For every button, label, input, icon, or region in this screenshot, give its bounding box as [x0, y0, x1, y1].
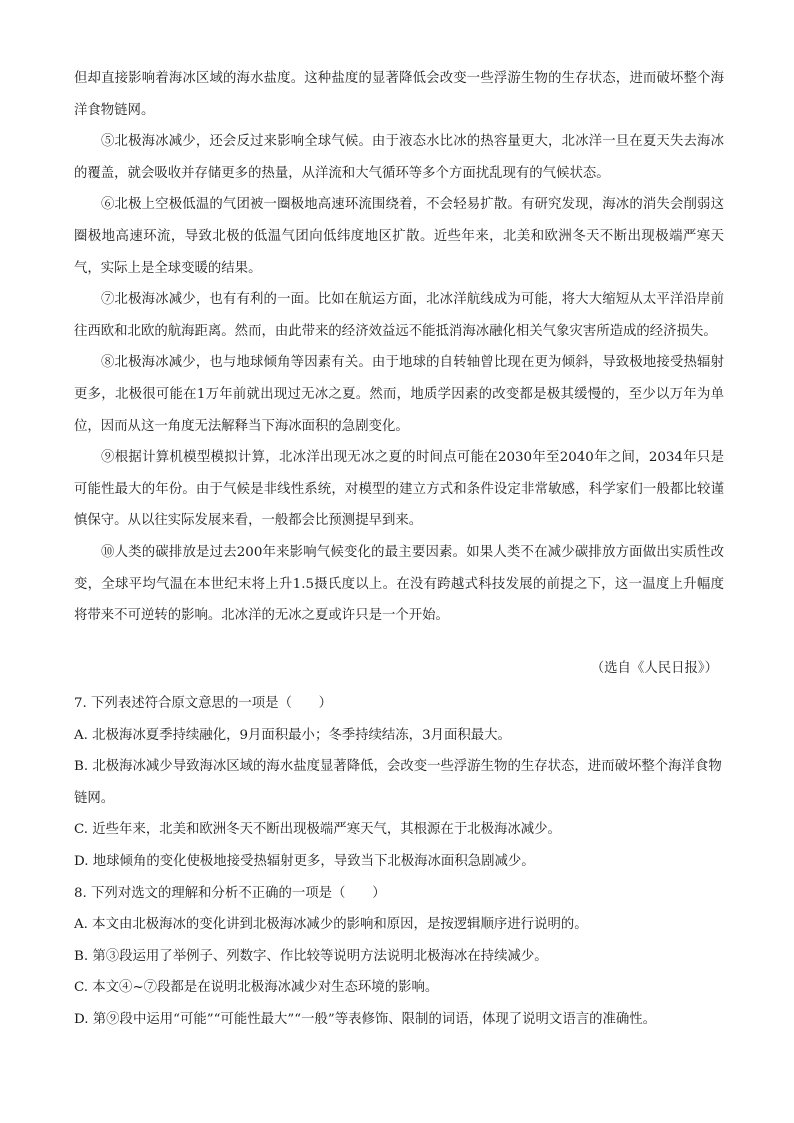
question-7-option-c: C. 近些年来，北美和欧洲冬天不断出现极端严寒天气，其根源在于北极海冰减少。 [74, 822, 561, 838]
question-8-option-c: C. 本文④~⑦段都是在说明北极海冰减少对生态环境的影响。 [74, 980, 439, 996]
source-citation: （选自《人民日报》） [590, 661, 718, 676]
question-list [74, 688, 724, 1036]
paragraph-9: ⑨根据计算机模型模拟计算，北冰洋出现无冰之夏的时间点可能在2030年至2040年之间，2034年只是可能性最大的年份。由于气候是非线性系统，对模型的建立方式和条件设定非常敏感，科学家们一般都比较谨慎保守。从以往实际发展来看，一般都会比预测提早到来。 [74, 450, 724, 529]
paragraph-10: ⑩人类的碳排放是过去200年来影响气候变化的最主要因素。如果人类不在减少碳排放方面做出实质性改变，全球平均气温在本世纪末将上升1.5摄氏度以上。在没有跨越式科技发展的前提之下，这一温度上升幅度将带来不可逆转的影响。北冰洋的无冰之夏或许只是一个开始。 [74, 544, 724, 624]
paragraph-8: ⑧北极海冰减少，也与地球倾角等因素有关。由于地球的自转轴曾比现在更为倾斜，导致极地接受热辐射更多，北极很可能在1万年前就出现过无冰之夏。然而，地质学因素的改变都是极其缓慢的，至少以万年为单位，因而从这一角度无法解释当下海冰面积的急剧变化。 [74, 355, 724, 434]
question-7-stem: 7. 下列表述符合原文意思的一项是（ ） [74, 696, 333, 711]
paragraph-6: ⑥北极上空极低温的气团被一圈极地高速环流围绕着，不会轻易扩散。有研究发现，海冰的消失会削弱这圈极地高速环流，导致北极的低温气团向低纬度地区扩散。近些年来，北美和欧洲冬天不断出现极端严寒天气，实际上是全球变暖的结果。 [74, 197, 724, 276]
question-8-stem: 8. 下列对选文的理解和分析不正确的一项是（ ） [74, 885, 386, 901]
article-passage [74, 63, 724, 632]
paragraph-5: ⑤北极海冰减少，还会反过来影响全球气候。由于液态水比冰的热容量更大，北冰洋一旦在夏天失去海冰的覆盖，就会吸收并存储更多的热量，从洋流和大气循环等多个方面扰乱现有的气候状态。 [74, 134, 724, 181]
question-7-option-d: D. 地球倾角的变化使极地接受热辐射更多，导致当下北极海冰面积急剧减少。 [74, 853, 535, 869]
question-7-option-a: A. 北极海冰夏季持续融化，9月面积最小；冬季持续结冻，3月面积最大。 [74, 727, 511, 743]
question-8-option-d: D. 第⑨段中运用“可能”“可能性最大”“一般”等表修饰、限制的词语，体现了说明文语言的准确性。 [74, 1011, 657, 1027]
question-8-option-a: A. 本文由北极海冰的变化讲到北极海冰减少的影响和原因，是按逻辑顺序进行说明的。 [74, 917, 588, 933]
question-8-option-b: B. 第③段运用了举例子、列数字、作比较等说明方法说明北极海冰在持续减少。 [74, 948, 548, 964]
question-7-option-b: B. 北极海冰减少导致海冰区域的海水盐度显著降低，会改变一些浮游生物的生存状态，进而破坏整个海洋食物链网。 [74, 759, 722, 806]
paragraph-7: ⑦北极海冰减少，也有有利的一面。比如在航运方面，北冰洋航线成为可能，将大大缩短从太平洋沿岸前往西欧和北欧的航海距离。然而，由此带来的经济效益远不能抵消海冰融化相关气象灾害所造成的经济损失。 [74, 292, 724, 339]
paragraph-continued: 但却直接影响着海冰区域的海水盐度。这种盐度的显著降低会改变一些浮游生物的生存状态，进而破坏整个海洋食物链网。 [74, 71, 724, 118]
